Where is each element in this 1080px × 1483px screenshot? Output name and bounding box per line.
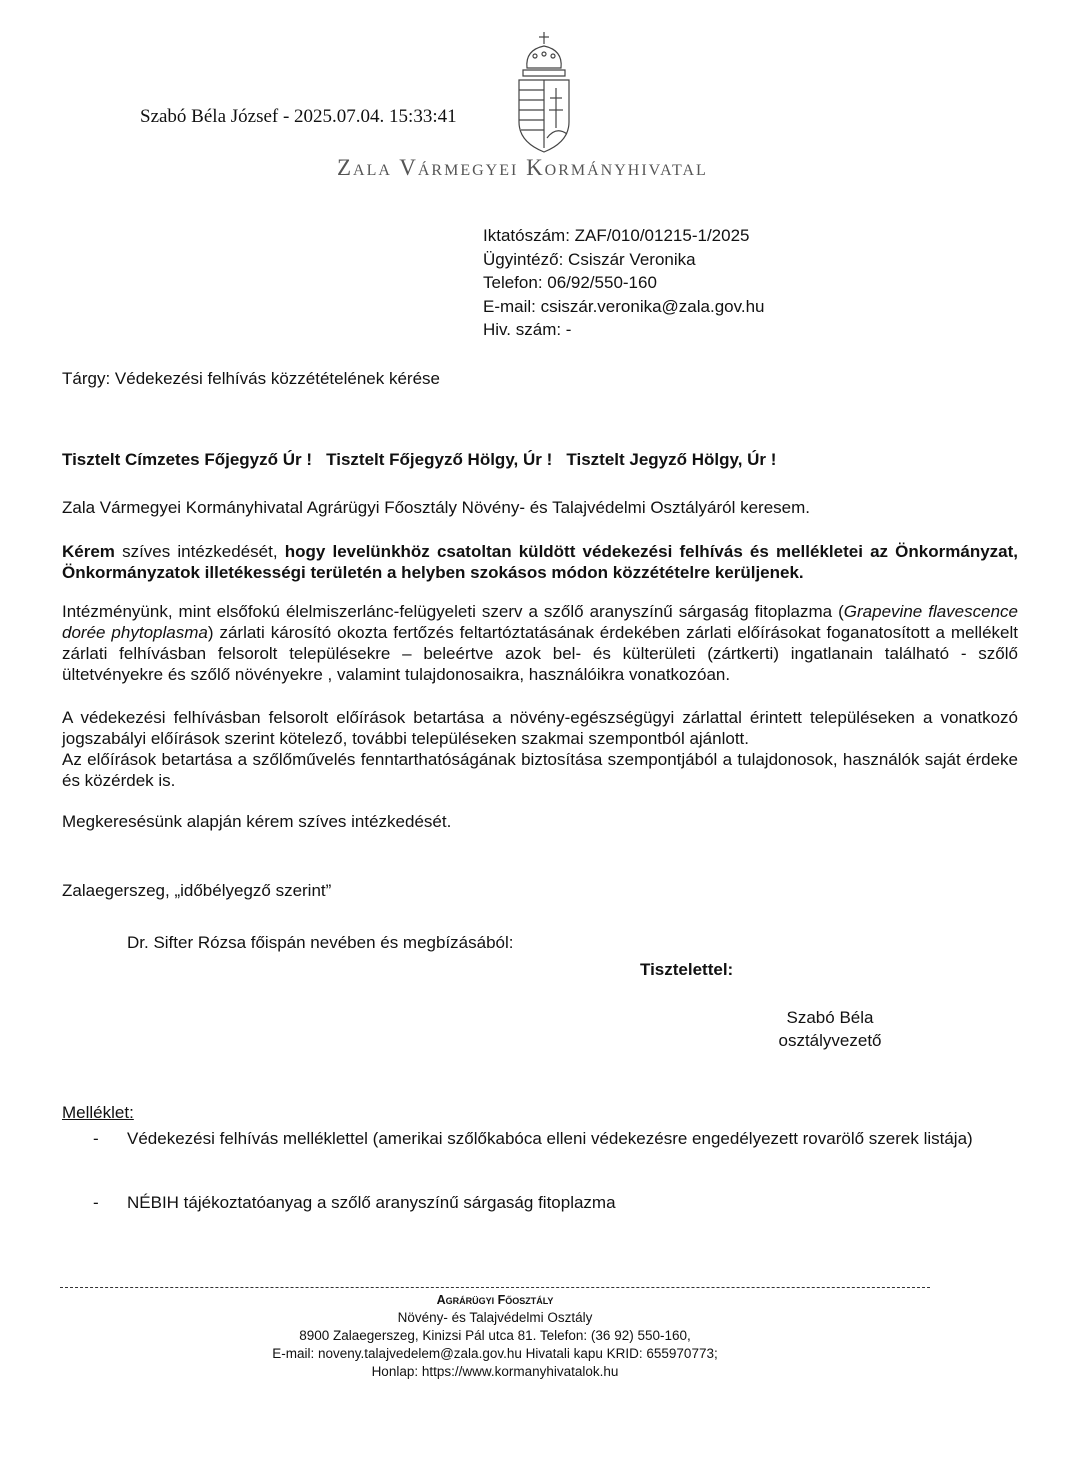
agency-name: Zala Vármegyei Kormányhivatal (337, 155, 708, 180)
body1-part2: ) zárlati károsító okozta fertőzés feltartóztatásának érdekében zárlati előírásokat foganatosított a mellékelt zárlati felhívásban felsorolt településekre – beleértve azok bel- és külterületi (zártkerti) ingatlanain található - szőlő ültetvényekre és szőlő növényekre , valamint tulajdonosaikra, használóikra vonatkozóan. (62, 623, 1018, 684)
regards: Tisztelettel: (640, 960, 734, 979)
body-paragraph-2 (62, 707, 1018, 791)
signer-name: Szabó Béla (786, 1008, 874, 1027)
body-paragraph-4: Megkeresésünk alapján kérem szíves intézkedését. (62, 812, 452, 831)
bullet-marker: - (93, 1129, 99, 1148)
footer (60, 1291, 930, 1381)
signer-title: osztályvezető (778, 1031, 882, 1050)
attachment-item-2: NÉBIH tájékoztatóanyag a szőlő aranyszínű sárgaság fitoplazma (127, 1193, 616, 1212)
bullet-marker: - (93, 1193, 99, 1212)
subject-line: Tárgy: Védekezési felhívás közzétételének kérése (62, 369, 440, 388)
attachment-item-1: Védekezési felhívás melléklettel (amerikai szőlőkabóca elleni védekezésre engedélyezett rovarölő szerek listája) (127, 1129, 973, 1148)
footer-address: 8900 Zalaegerszeg, Kinizsi Pál utca 81. Telefon: (36 92) 550-160, (299, 1328, 691, 1343)
salutation: Tisztelt Címzetes Főjegyző Úr ! Tisztelt Főjegyző Hölgy, Úr ! Tisztelt Jegyző Hölgy, Úr ! (62, 450, 777, 469)
body3-text: Az előírások betartása a szőlőművelés fenntarthatóságának biztosítása szempontjából a tulajdonosok, használók saját érdeke és közérdek is. (62, 750, 1018, 790)
place-date: Zalaegerszeg, „időbélyegző szerint” (62, 881, 332, 900)
electronic-signature-stamp: Szabó Béla József - 2025.07.04. 15:33:41 (140, 106, 457, 127)
footer-unit: Növény- és Talajvédelmi Osztály (397, 1310, 593, 1325)
document-meta (483, 224, 765, 342)
reference-number: Iktatószám: ZAF/010/01215-1/2025 (483, 226, 750, 245)
on-behalf-line: Dr. Sifter Rózsa főispán nevében és megbízásából: (127, 933, 514, 952)
attachments-heading: Melléklet: (62, 1103, 134, 1122)
intro-paragraph: Zala Vármegyei Kormányhivatal Agrárügyi Főosztály Növény- és Talajvédelmi Osztályáról keresem. (62, 498, 810, 517)
request-kerem: Kérem (62, 542, 115, 561)
footer-email: E-mail: noveny.talajvedelem@zala.gov.hu Hivatali kapu KRID: 655970773; (272, 1346, 718, 1361)
reference-ref: Hiv. szám: - (483, 320, 572, 339)
body1-part1: Intézményünk, mint elsőfokú élelmiszerlánc-felügyeleti szerv a szőlő aranyszínű sárgaság fitoplazma ( (62, 602, 844, 621)
body-paragraph-1 (62, 601, 1018, 685)
request-bold: hogy levelünkhöz csatoltan küldött védekezési felhívás és mellékletei az Önkormányzat, Önkormányzatok illetékességi területén a helyben szokásos módon közzétételre kerüljenek. (62, 542, 1018, 582)
phone: Telefon: 06/92/550-160 (483, 273, 657, 292)
body2-text: A védekezési felhívásban felsorolt előírások betartása a növény-egészségügyi zárlattal érintett településeken a vonatkozó jogszabályi előírások szerint kötelező, további településeken szakmai szempontból ajánlott. (62, 708, 1018, 748)
footer-divider (60, 1287, 930, 1288)
request-szives: szíves intézkedését, (114, 542, 285, 561)
request-paragraph (62, 541, 1018, 583)
case-officer: Ügyintéző: Csiszár Veronika (483, 249, 696, 269)
footer-website: Honlap: https://www.kormanyhivatalok.hu (371, 1364, 619, 1379)
body1-italic: Grapevine flavescence dorée phytoplasma (62, 602, 1018, 642)
hungarian-coat-of-arms-icon (515, 30, 573, 154)
footer-department: Agrárügyi Főosztály (436, 1293, 554, 1307)
email: E-mail: csiszár.veronika@zala.gov.hu (483, 296, 765, 316)
